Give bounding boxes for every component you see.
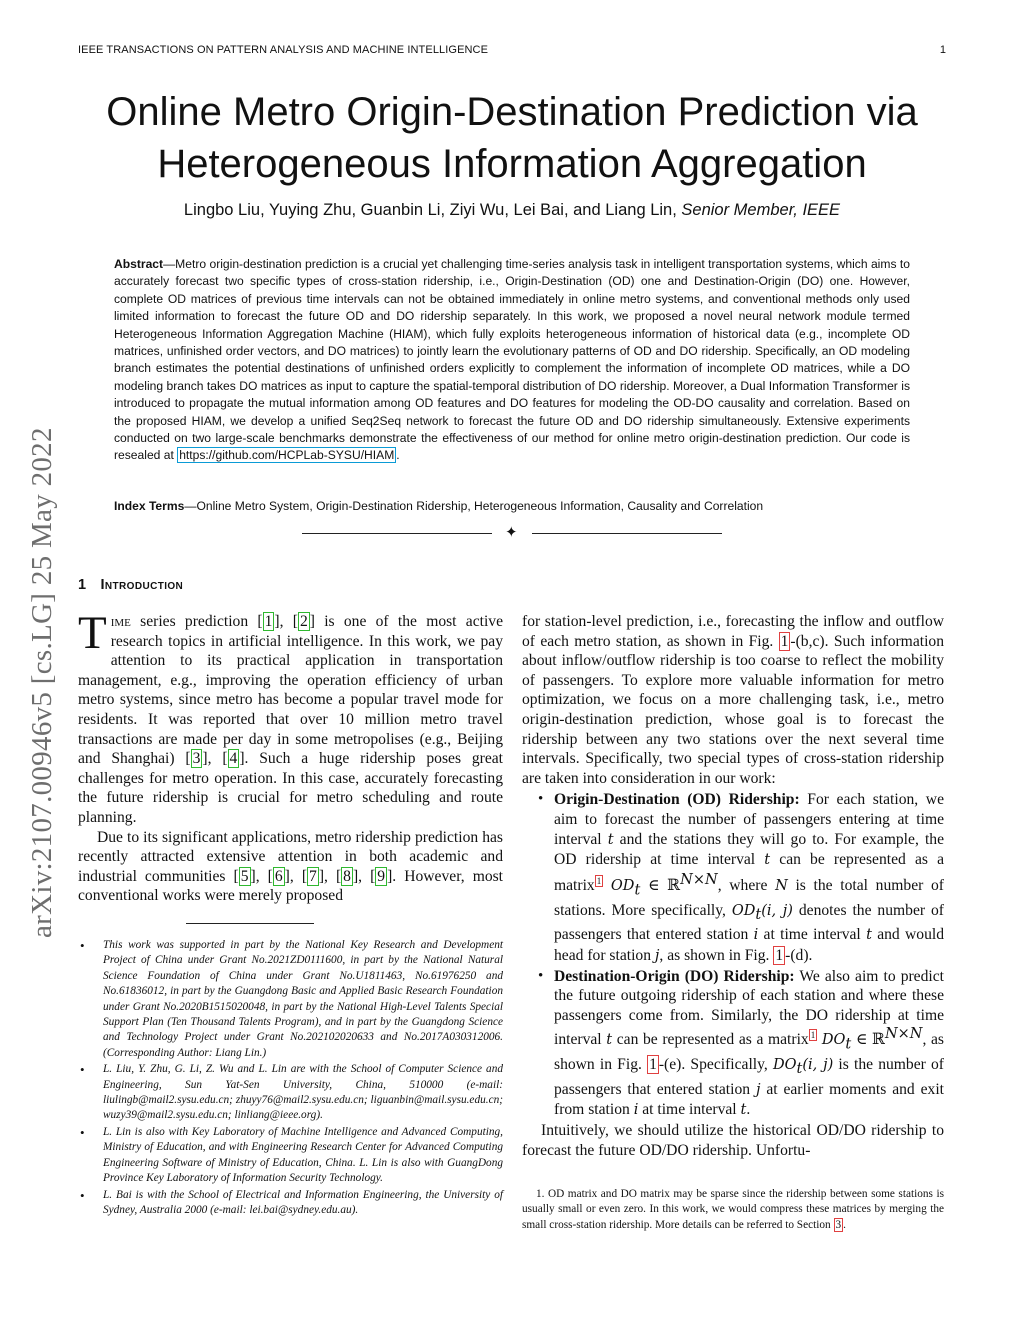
text: is the number of passengers that entered station: [554, 1056, 945, 1098]
footnote-text: OD matrix and DO matrix may be sparse since the ridership between some stations is usually small or even zero. In this work, we would compress these matrices by merging the small cross-station ridership. More details can be referred to Section: [522, 1188, 944, 1231]
running-head: [78, 44, 946, 62]
text: .: [843, 1218, 846, 1231]
affiliation-footnotes: [78, 938, 503, 1219]
ridership-list: [522, 790, 944, 1121]
index-terms-text: —Online Metro System, Origin-Destination Ridership, Heterogeneous Information, Causality and Correlation: [184, 499, 764, 513]
math: j: [654, 947, 660, 964]
intro-paragraph-1: Time series prediction [ 1 ], [ 2 ] is one of the most active research topics in artificial intelligence. In this work, we pay attention to its practical application in transportation management, e.g., improving the operation efficiency of urban metro systems, since metro has become a popular travel mode for residents. It was reported that over 10 million metro travel transactions are made per day in some metropolises (e.g., Beijing and Shanghai) [ 3 ], [ 4 ]. Such a huge ridership poses great challenges for metro operation. In this case, accurately forecasting the future ridership is crucial for metro scheduling and route planning.: [78, 607, 503, 826]
journal-name: IEEE TRANSACTIONS ON PATTERN ANALYSIS AND MACHINE INTELLIGENCE: [78, 44, 489, 56]
section-title: Introduction: [100, 577, 184, 593]
text: .: [746, 1101, 751, 1119]
math: j: [755, 1081, 761, 1098]
footnote-rule: [186, 923, 314, 924]
figure-link[interactable]: 1: [780, 632, 789, 650]
author-membership: Senior Member, IEEE: [681, 201, 841, 219]
text: denotes the number of passengers that entered station: [554, 901, 944, 944]
text: ,: [255, 867, 268, 885]
text: ,: [207, 750, 223, 768]
math: t: [764, 852, 771, 869]
abstract: [114, 256, 910, 465]
left-column: [78, 607, 504, 906]
math: t: [740, 1102, 747, 1119]
right-paragraph-2: Intuitively, we should utilize the historical OD/DO ridership to forecast the future OD/DO ridership. Unfortu-: [522, 1122, 944, 1159]
math: N: [775, 877, 788, 894]
divider-line-right: [532, 533, 722, 534]
right-paragraph-1: [522, 612, 944, 788]
list-item-od: [554, 790, 944, 966]
citation-link[interactable]: 7: [309, 867, 317, 885]
math: t: [845, 1036, 852, 1053]
paper-title: Online Metro Origin-Destination Prediction via Heterogeneous Information Aggregation: [106, 90, 918, 186]
text: -(d).: [785, 946, 813, 964]
math: OD: [610, 877, 635, 894]
page-number: 1: [939, 44, 946, 56]
citation-link[interactable]: 1: [264, 613, 273, 630]
citation-link[interactable]: 8: [343, 867, 351, 885]
abstract-text: —Metro origin-destination prediction is a crucial yet challenging time-series analysis task in intelligent transportation systems, which aims to accurately forecast two specific types of cross-station ridership, i.e., Origin-Destination (OD) one and Destination-Origin (DO) one. However, complete OD matrices of previous time intervals can not be obtained immediately in online metro systems, and conventional methods only used limited information to forecast the future OD and DO ridership separately. In this work, we proposed a novel neural network module termed Heterogeneous Information Aggregation Machine (HIAM), which fully exploits heterogeneous information of historical data (e.g., incomplete OD matrices, unfinished order vectors, and DO matrices) to jointly learn the evolutionary patterns of OD and DO ridership. Specifically, an OD modeling branch estimates the potential destinations of unfinished orders explicitly to complement the information of incomplete OD matrices, while a DO modeling branch takes DO matrices as input to capture the spatial-temporal distribution of DO ridership. Moreover, a Dual Information Transformer is introduced to propagate the mutual information among OD features and DO features for modeling the OD-DO causality and correlation. Based on the proposed HIAM, we develop a unified Seq2Seq network to forecast the future OD and DO ridership simultaneously. Extensive experiments conducted on two large-scale benchmarks demonstrate the effectiveness of our method for online metro origin-destination prediction. Our code is resealed at: [114, 257, 910, 463]
math: (i, j): [761, 902, 793, 919]
footnote-item: • L. Bai is with the School of Electrical and Information Engineering, the University of Sydney, Australia 2000 (e-mail: lei.bai@sydney.edu.au).: [78, 1188, 503, 1219]
author-list: [78, 201, 946, 220]
text: can be represented as a matrix: [554, 851, 944, 894]
math: DO: [821, 1032, 846, 1049]
section-heading: [78, 577, 183, 593]
text: We also aim to predict the future outgoing ridership of each station and where these passengers come from. Similarly, the DO ridership at time interval: [554, 967, 944, 1049]
math: N×N: [680, 871, 718, 888]
drop-cap: T: [78, 607, 107, 659]
text: at time interval: [758, 926, 867, 944]
math: t: [634, 882, 641, 899]
text: ,: [324, 867, 336, 885]
right-column: [522, 612, 944, 1160]
text: ,: [358, 867, 371, 885]
matrix-footnote: [522, 1187, 944, 1233]
divider-star-icon: ✦: [505, 525, 518, 541]
section-link[interactable]: 3: [835, 1218, 842, 1231]
footnote-link[interactable]: 1: [596, 875, 602, 886]
section-number: 1: [78, 577, 87, 593]
index-terms: [114, 499, 910, 513]
abstract-end: .: [396, 448, 400, 463]
text: and would head for station: [554, 926, 944, 964]
citation-link[interactable]: 3: [192, 750, 201, 768]
citation-link[interactable]: 2: [299, 613, 308, 630]
text: and the stations they will go to. For example, the OD ridership at time interval: [554, 830, 944, 869]
citation-link[interactable]: 5: [240, 867, 249, 885]
footnote-link[interactable]: 1: [810, 1030, 816, 1041]
code-link[interactable]: https://github.com/HCPLab-SYSU/HIAM: [179, 448, 395, 463]
text: , where: [717, 876, 776, 894]
text: at earlier moments and exit from station: [554, 1080, 944, 1119]
od-label: Origin-Destination (OD) Ridership:: [554, 791, 800, 809]
text: For each station, we aim to forecast the number of passengers entering at time interval: [554, 791, 944, 848]
text: ,: [279, 613, 293, 630]
figure-link[interactable]: 1: [775, 946, 784, 964]
text: , as shown in Fig.: [554, 1031, 944, 1074]
text: -(b,c). Such information about inflow/outflow ridership is too coarse to reflect the mobility of passengers. To explore more valuable information for metro optimization, we focus on a more challenging task, i.e., metro origin-destination prediction, whose goal is to forecast the ridership between any two stations over the next several time intervals. Specifically, two special types of cross-station ridership are taken into consideration in our work:: [522, 632, 944, 787]
text: . Such a huge ridership poses great challenges for metro operation. In this case, accurately forecasting the future ridership is crucial for metro scheduling and route planning.: [78, 750, 503, 826]
text: is one of the most active research topics in artificial intelligence. In this work, we pay attention to its practical application in transportation management, e.g., improving the operation efficiency of urban metro systems, since metro has become a popular travel mode for residents. It was reported that over 10 million metro travel transactions are made per day in some metropolises (e.g., Beijing and Shanghai): [78, 613, 503, 768]
text: -(e). Specifically,: [658, 1056, 773, 1074]
math: t: [755, 906, 762, 923]
citation-link[interactable]: 4: [229, 750, 238, 768]
math: i: [753, 927, 759, 944]
math: t: [607, 831, 614, 848]
arxiv-stamp: arXiv:2107.00946v5 [cs.LG] 25 May 2022: [26, 427, 58, 938]
intro-paragraph-2: Due to its significant applications, metro ridership prediction has recently attracted extensive attention in both academic and industrial communities [ 5 ], [ 6 ], [ 7 ], [ 8 ], [ 9 ]. However, most conventional works were merely proposed: [78, 828, 504, 905]
text: Due to its significant applications, metro ridership prediction has recently attracted extensive attention in both academic and industrial communities: [78, 828, 503, 885]
math: DO: [772, 1057, 797, 1074]
section-divider: [302, 523, 722, 543]
author-names: Lingbo Liu, Yuying Zhu, Guanbin Li, Ziyi Wu, Lei Bai, and Liang Lin,: [183, 201, 677, 219]
figure-link[interactable]: 1: [649, 1056, 657, 1074]
index-terms-label: Index Terms: [114, 499, 185, 513]
math: OD: [731, 902, 756, 919]
footnote-number: 1.: [536, 1188, 545, 1200]
math: (i, j): [802, 1057, 834, 1074]
text: at time interval: [638, 1101, 741, 1119]
math: ∈ ℝ: [640, 876, 681, 894]
text: series prediction: [130, 613, 258, 630]
abstract-label: Abstract: [114, 257, 164, 271]
citation-link[interactable]: 9: [377, 867, 386, 885]
text: can be represented as a matrix: [612, 1031, 809, 1049]
text: .: [392, 867, 397, 885]
text: is the total number of stations. More specifically,: [554, 876, 944, 919]
citation-link[interactable]: 6: [274, 867, 283, 885]
text: However, most conventional works were merely proposed: [78, 867, 504, 905]
text: ,: [289, 867, 302, 885]
footnote-item: • This work was supported in part by the National Key Research and Development Project of China under Grant No.2021ZD0111600, in part by the National Natural Science Foundation of China under Grant No.U1811463, No.61976250 and No.61836012, in part by the Guangdong Basic and Applied Basic Research Foundation under Grant No.2020B1515020048, in part by the National High-Level Talents Special Support Plan (Ten Thousand Talents Program), and in part by the Guangdong Science and Technology Project under Grant No.202102020633 and No.2017A030312006. (Corresponding Author: Liang Lin.): [78, 938, 503, 1061]
math: t: [606, 1032, 613, 1049]
math: t: [796, 1061, 803, 1078]
list-item-do: [554, 967, 944, 1122]
divider-line-left: [302, 533, 492, 534]
math: N×N: [884, 1026, 923, 1043]
math: i: [633, 1102, 639, 1119]
do-label: Destination-Origin (DO) Ridership:: [554, 967, 795, 985]
math: ∈ ℝ: [851, 1031, 885, 1049]
text: for station-level prediction, i.e., forecasting the inflow and outflow of each metro station, as shown in Fig.: [522, 613, 944, 650]
smallcaps-word: ime: [110, 613, 131, 630]
footnote-item: • L. Liu, Y. Zhu, G. Li, Z. Wu and L. Lin are with the School of Computer Science and Engineering, Sun Yat-Sen University, China, 510000 (e-mail: liulingb@mail2.sysu.edu.cn; zhuyy76@mail2.sysu.edu.cn; liguanbin@mail.sysu.edu.cn; wuzy39@mail2.sysu.edu.cn; linliang@ieee.org).: [78, 1062, 503, 1124]
math: t: [866, 927, 872, 944]
footnote-item: • L. Lin is also with Key Laboratory of Machine Intelligence and Advanced Computing, Ministry of Education, and with Engineering Research Center for Advanced Computing Engineering Software of Ministry of Education, China. L. Lin is also with GuangDong Province Key Laboratory of Information Security Technology.: [78, 1125, 503, 1187]
text: , as shown in Fig.: [659, 946, 774, 964]
